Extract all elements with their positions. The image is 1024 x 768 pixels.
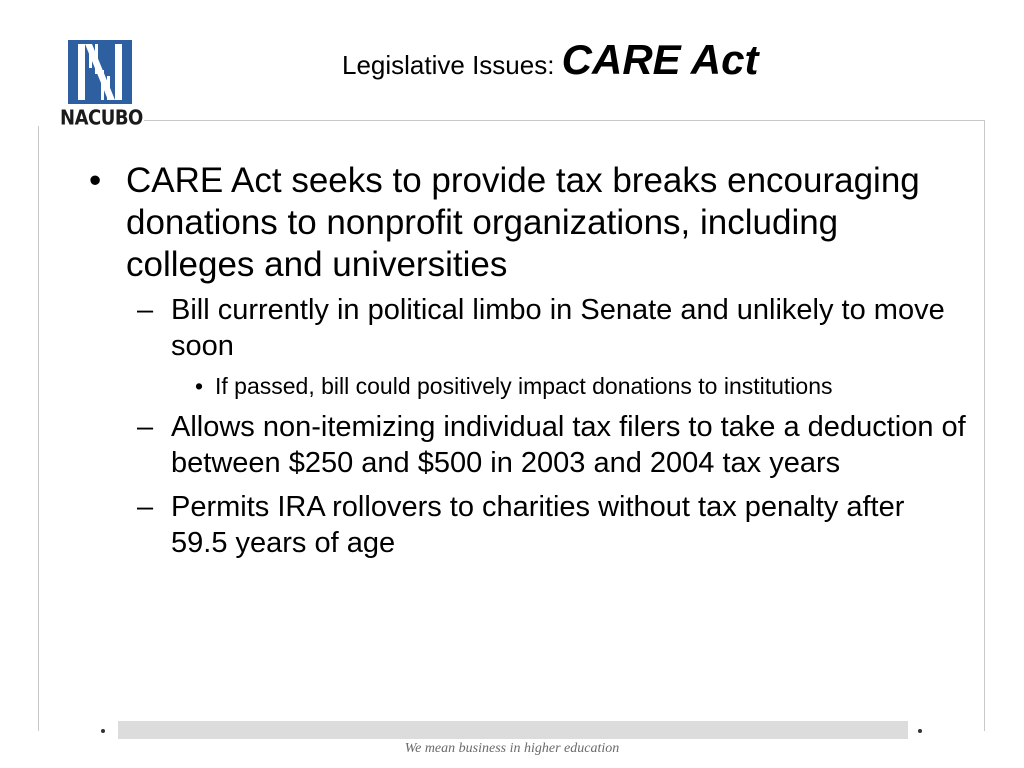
- nacubo-wordmark: NACUBO: [60, 106, 143, 131]
- slide-title: [342, 36, 758, 84]
- footer-bar: [118, 721, 908, 739]
- sub-bullet-senate-status: – Bill currently in political limbo in Senate and unlikely to move soon: [133, 292, 967, 364]
- bullet-care-act-overview: • CARE Act seeks to provide tax breaks encouraging donations to nonprofit organizations, including colleges and universities: [87, 160, 967, 286]
- nacubo-n-logo-icon: [68, 40, 132, 104]
- footer-tagline: We mean business in higher education: [404, 741, 620, 756]
- sub-bullet-deduction: – Allows non-itemizing individual tax filers to take a deduction of between $250 and $500 in 2003 and 2004 tax years: [133, 409, 967, 481]
- title-prefix: Legislative Issues:: [342, 50, 562, 80]
- sub-sub-bullet-impact: • If passed, bill could positively impact donations to institutions: [193, 372, 967, 401]
- slide-content: [87, 160, 967, 569]
- footer-dot-right: [918, 729, 922, 733]
- sub-bullet-ira-rollovers: – Permits IRA rollovers to charities without tax penalty after 59.5 years of age: [133, 489, 967, 561]
- nacubo-logo: [60, 40, 142, 132]
- footer-dot-left: [101, 729, 105, 733]
- title-main: CARE Act: [561, 36, 759, 83]
